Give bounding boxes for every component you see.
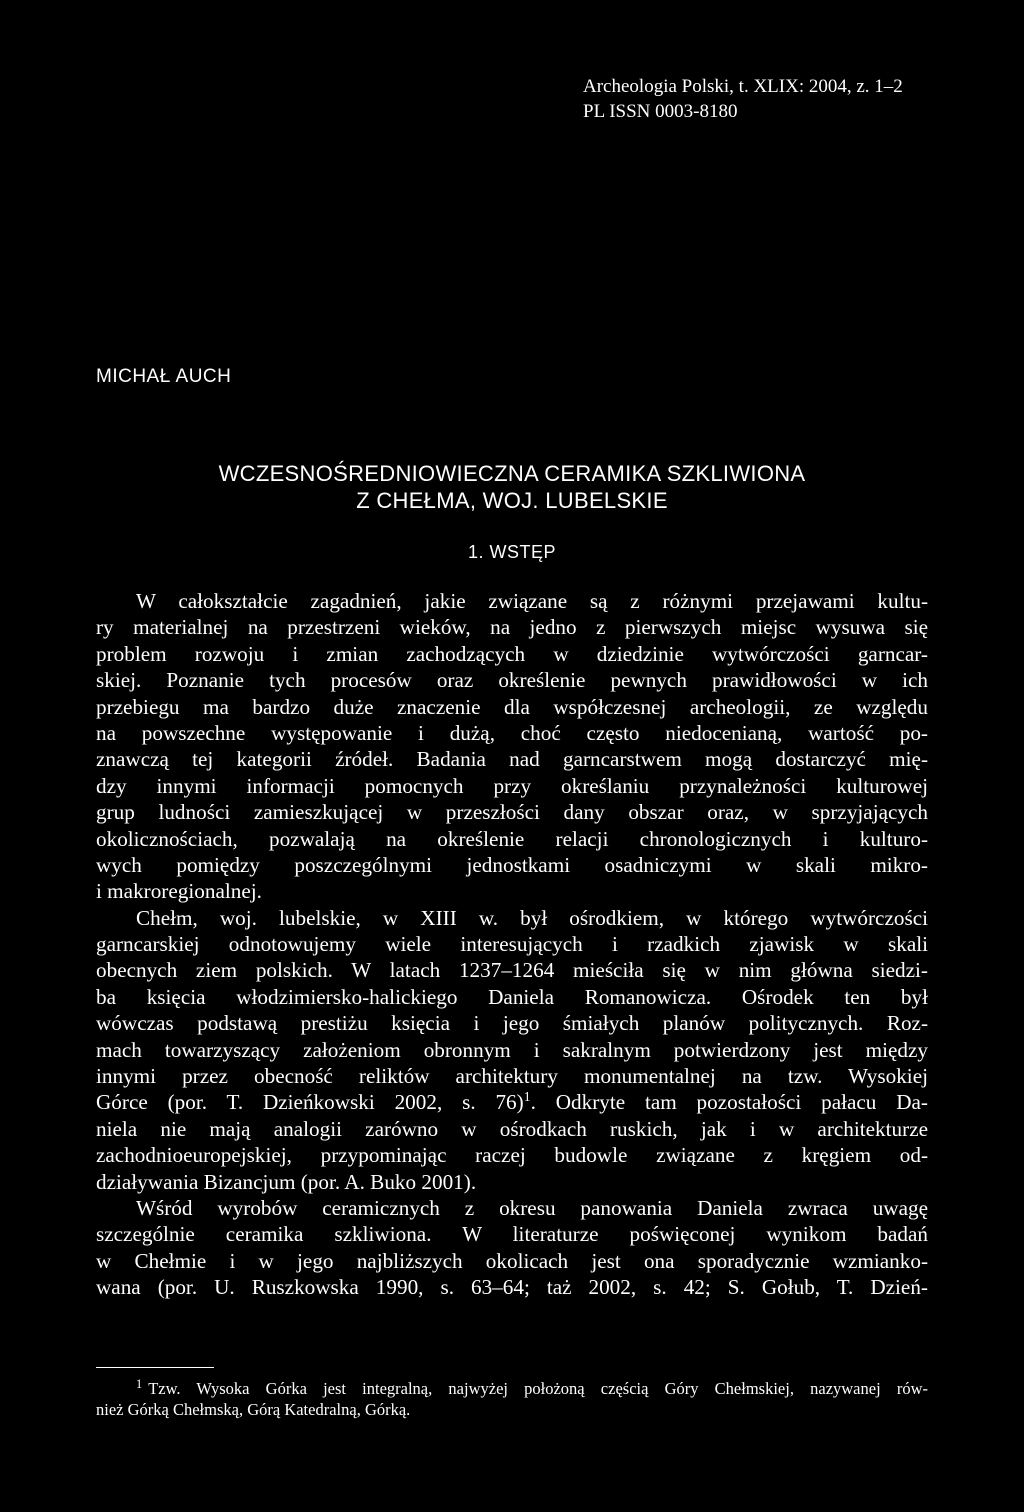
body-line: Chełm, woj. lubelskie, w XIII w. był ośrodkiem, w którego wytwórczości bbox=[136, 905, 928, 930]
footnote-text: Tzw. Wysoka Górka jest integralną, najwyżej położoną częścią Góry Chełmskiej, nazywanej rów- bbox=[148, 1379, 928, 1398]
body-line: mach towarzyszący założeniom obronnym i sakralnym potwierdzony jest między bbox=[96, 1037, 928, 1062]
body-line: innymi przez obecność reliktów architektury monumentalnej na tzw. Wysokiej bbox=[96, 1064, 928, 1089]
article-title bbox=[96, 460, 928, 514]
body-text bbox=[96, 588, 928, 1301]
body-line: zachodnioeuropejskiej, przypominając raczej budowle związane z kręgiem od- bbox=[96, 1143, 928, 1168]
body-line: dzy innymi informacji pomocnych przy określaniu przynależności kulturowej bbox=[96, 773, 928, 798]
body-line: niela nie mają analogii zarówno w ośrodkach ruskich, jak i w architekturze bbox=[96, 1116, 928, 1141]
body-line: szczególnie ceramika szkliwiona. W literaturze poświęconej wynikom badań bbox=[96, 1222, 928, 1247]
body-line: garncarskiej odnotowujemy wiele interesujących i rzadkich zjawisk w skali bbox=[96, 932, 928, 957]
body-line: W całokształcie zagadnień, jakie związane są z różnymi przejawami kultu- bbox=[136, 589, 928, 613]
body-line: znawczą tej kategorii źródeł. Badania nad garncarstwem mogą dostarczyć mię- bbox=[96, 747, 928, 772]
issn-line: PL ISSN 0003-8180 bbox=[583, 101, 738, 122]
body-line: w Chełmie i w jego najbliższych okolicach jest ona sporadycznie wzmianko- bbox=[96, 1248, 928, 1273]
title-line-1: WCZESNOŚREDNIOWIECZNA CERAMIKA SZKLIWIONA bbox=[218, 461, 806, 486]
footnote-reference: 1 bbox=[523, 1089, 531, 1105]
author-name: MICHAŁ AUCH bbox=[96, 366, 232, 387]
body-line: na powszechne występowanie i dużą, choć często niedocenianą, wartość po- bbox=[96, 720, 928, 745]
journal-citation: Archeologia Polski, t. XLIX: 2004, z. 1–2 bbox=[583, 76, 903, 97]
body-line: problem rozwoju i zmian zachodzących w dziedzinie wytwórczości garncar- bbox=[96, 641, 928, 666]
body-line: ry materialnej na przestrzeni wieków, na jedno z pierwszych miejsc wysuwa się bbox=[96, 615, 928, 640]
journal-header bbox=[583, 74, 903, 124]
body-line: Wśród wyrobów ceramicznych z okresu panowania Daniela zwraca uwagę bbox=[136, 1195, 928, 1220]
footnotes bbox=[96, 1378, 928, 1420]
body-line-part: . Odkryte tam pozostałości pałacu Da- bbox=[530, 1090, 928, 1115]
section-heading: 1. WSTĘP bbox=[467, 542, 556, 562]
body-line-with-footnote bbox=[96, 1089, 928, 1115]
body-line: wówczas podstawą prestiżu księcia i jego śmiałych planów politycznych. Roz- bbox=[96, 1011, 928, 1036]
body-line: obecnych ziem polskich. W latach 1237–1264 mieściła się w nim główna siedzi- bbox=[96, 958, 928, 983]
footnote-divider bbox=[96, 1367, 214, 1368]
body-line: ba księcia włodzimiersko-halickiego Daniela Romanowicza. Ośrodek ten był bbox=[96, 984, 928, 1009]
body-line-part: Górce (por. T. Dzieńkowski 2002, s. 76) bbox=[96, 1090, 524, 1115]
body-line: skiej. Poznanie tych procesów oraz określenie pewnych prawidłowości w ich bbox=[96, 668, 928, 693]
body-line: przebiegu ma bardzo duże znaczenie dla współczesnej archeologii, ze względu bbox=[96, 694, 928, 719]
body-line: wana (por. U. Ruszkowska 1990, s. 63–64; taż 2002, s. 42; S. Gołub, T. Dzień- bbox=[96, 1275, 928, 1300]
body-line: okolicznościach, pozwalają na określenie relacji chronologicznych i kulturo- bbox=[96, 826, 928, 851]
body-line: działywania Bizancjum (por. A. Buko 2001). bbox=[96, 1169, 477, 1194]
footnote-line: nież Górką Chełmską, Górą Katedralną, Górką. bbox=[96, 1400, 411, 1419]
title-line-2: Z CHEŁMA, WOJ. LUBELSKIE bbox=[356, 488, 668, 513]
body-line: grup ludności zamieszkującej w przeszłości dany obszar oraz, w sprzyjających bbox=[96, 800, 928, 825]
footnote-marker: 1 bbox=[136, 1378, 143, 1391]
body-line: wych pomiędzy poszczególnymi jednostkami osadniczymi w skali mikro- bbox=[96, 852, 928, 877]
footnote-line bbox=[96, 1378, 928, 1399]
body-line: i makroregionalnej. bbox=[96, 879, 262, 904]
